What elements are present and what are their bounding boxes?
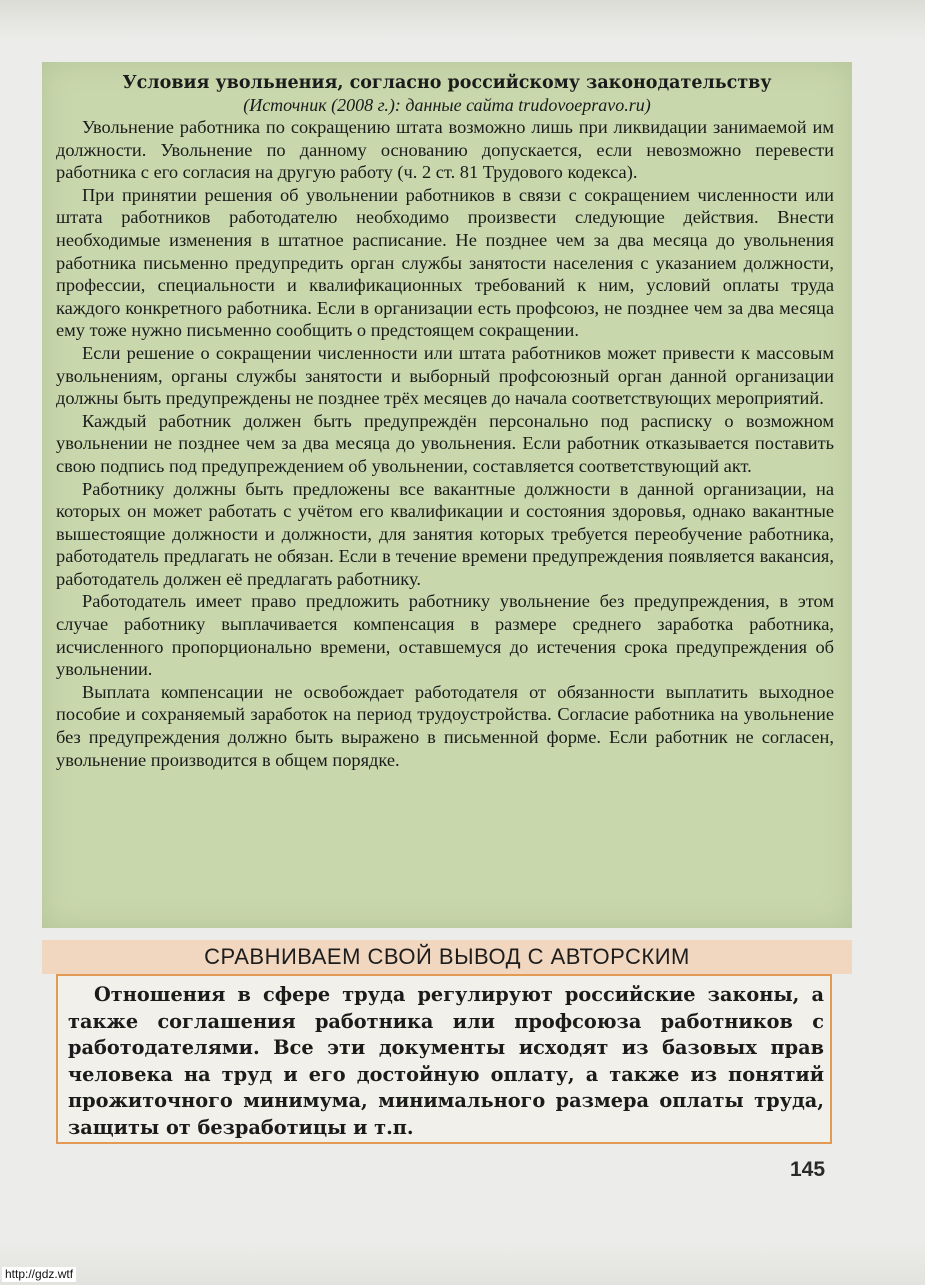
box-body <box>56 116 834 771</box>
page-number: 145 <box>790 1158 826 1181</box>
author-conclusion-text: Отношения в сфере труда регулируют российские законы, а также соглашения работника или профсоюза работников с работодателями. Все эти документы исходят из базовых прав человека на труд и его достойную оплату, а также из понятий прожиточного минимума, минимального размера оплаты труда, защиты от безработицы и т.п. <box>68 983 824 1139</box>
paragraph: Выплата компенсации не освобождает работодателя от обязанности выплатить выходное пособие и сохраняемый заработок на период трудоустройства. Согласие работника на увольнение без предупреждения должно быть выражено в письменной форме. Если работник не согласен, увольнение производится в общем порядке. <box>56 681 834 770</box>
paragraph: При принятии решения об увольнении работников в связи с сокращением численности или штата работников работодателю необходимо произвести следующие действия. Внести необходимые изменения в штатное расписание. Не позднее чем за два месяца до увольнения работника письменно предупредить орган службы занятости населения с указанием должности, профессии, специальности и квалификационных требований к ним, условий оплаты труда каждого конкретного работника. Если в организации есть профсоюз, не позднее чем за два месяца ему тоже нужно письменно сообщить о предстоящем сокращении. <box>56 184 834 341</box>
paragraph: Каждый работник должен быть предупреждён персонально под расписку о возможном увольнении не позднее чем за два месяца до увольнения. Если работник отказывается поставить свою подпись под предупреждением об увольнении, составляется соответствующий акт. <box>56 410 834 476</box>
section-heading: СРАВНИВАЕМ СВОЙ ВЫВОД С АВТОРСКИМ <box>204 944 690 969</box>
paragraph: Увольнение работника по сокращению штата возможно лишь при ликвидации занимаемой им должности. Увольнение по данному основанию допускается, если невозможно перевести работника с его согласия на другую работу (ч. 2 ст. 81 Трудового кодекса). <box>56 117 834 183</box>
section-heading-bar <box>42 940 852 974</box>
source-text-box <box>42 62 852 928</box>
paragraph: Работнику должны быть предложены все вакантные должности в данной организации, на которых он может работать с учётом его квалификации и состояния здоровья, однако вакантные вышестоящие должности и должности, для занятия которых требуется переобучение работника, работодатель предлагать не обязан. Если в течение времени предупреждения появляется вакансия, работодатель должен её предлагать работнику. <box>56 478 834 589</box>
box-title: Условия увольнения, согласно российскому законодательству <box>122 73 772 93</box>
paragraph: Работодатель имеет право предложить работнику увольнение без предупреждения, в этом случае работнику выплачивается компенсация в размере среднего заработка работника, исчисленного пропорционально времени, оставшемуся до истечения срока предупреждения об увольнении. <box>56 591 834 680</box>
author-conclusion-box <box>56 974 832 1144</box>
box-source: (Источник (2008 г.): данные сайта trudovoepravo.ru) <box>243 95 651 115</box>
paragraph: Если решение о сокращении численности или штата работников может привести к массовым увольнениям, органы службы занятости и выборный профсоюзный орган данной организации должны быть предупреждены не позднее трёх месяцев до начала соответствующих мероприятий. <box>56 342 834 409</box>
watermark-link[interactable]: http://gdz.wtf <box>2 1267 76 1282</box>
